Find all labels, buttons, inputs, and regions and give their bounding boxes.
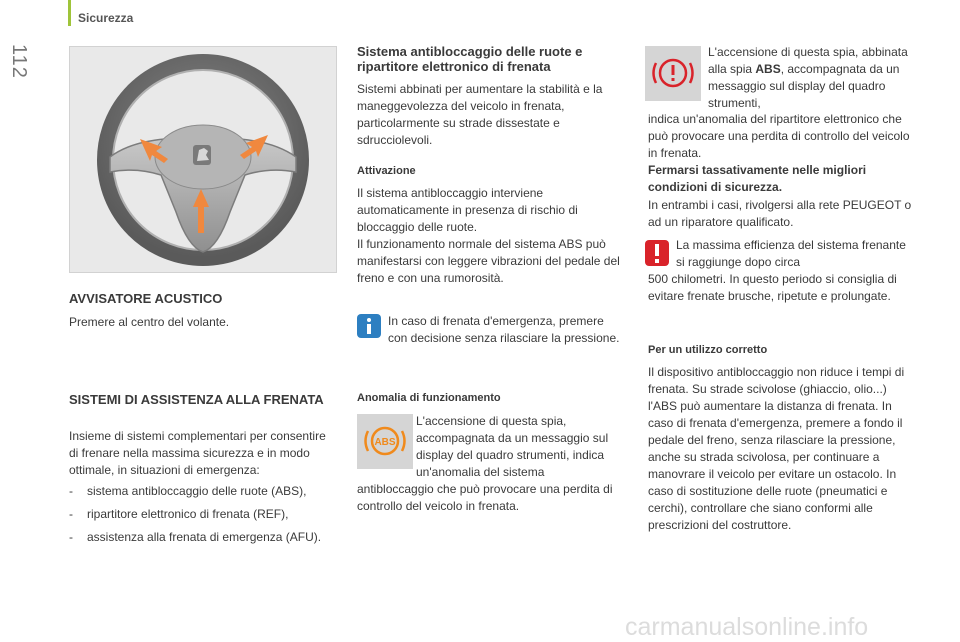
- abs-section-heading: Sistema antibloccaggio delle ruote e ripartitore elettronico di frenata: [357, 44, 583, 74]
- activation-subheading: Attivazione: [357, 165, 416, 177]
- caution-text-continued: 500 chilometri. In questo periodo si consiglia di evitare frenate brusche, ripetute e prolungate.: [648, 272, 897, 303]
- fault-text: L'accensione di questa spia, accompagnata da un messaggio sul display del quadro strumenti, indica un'anomalia del sistema: [416, 414, 609, 479]
- info-icon: [357, 314, 381, 338]
- abs-icon-label: ABS: [374, 437, 396, 448]
- caution-text: La massima efficienza del sistema frenante si raggiunge dopo circa: [676, 238, 906, 269]
- emergency-braking-note: In caso di frenata d'emergenza, premere con decisione senza rilasciare la pressione.: [388, 314, 620, 345]
- abs-intro-text: Sistemi abbinati per aumentare la stabilità e la maneggevolezza del veicolo in frenata, particolarmente su strade dissestate e sdrucciolevoli.: [357, 82, 603, 147]
- usage-text: Il dispositivo antibloccaggio non riduce i tempi di frenata. Su strade scivolose (ghiaccio, olio...) l'ABS può aumentare la distanza di frenata. In caso di frenata d'emergenza, premere a fondo il pedale del freno, senza rilasciare la pressione, anche su strada scivolosa, per continuare a manovrare il veicolo per evitare un ostacolo. In caso di sostituzione delle ruote (pneumatici e cerchi), controllare che siano conformi alle prescrizioni del costruttore.: [648, 365, 905, 532]
- stop-safely-text: Fermarsi tassativamente nelle migliori condizioni di sicurezza.: [648, 163, 867, 194]
- section-title: Sicurezza: [78, 11, 134, 25]
- activation-text-2: Il funzionamento normale del sistema ABS può manifestarsi con leggere vibrazioni del pedale del freno e con una rumorosità.: [357, 237, 620, 285]
- braking-assist-intro: Insieme di sistemi complementari per consentire di frenare nella massima sicurezza e in modo ottimale, in situazioni di emergenza:: [69, 429, 326, 477]
- ref-warning-text: L'accensione di questa spia, abbinata alla spia ABS, accompagnata da un messaggio sul display del quadro strumenti,: [708, 45, 908, 110]
- activation-text: Il sistema antibloccaggio interviene automaticamente in presenza di rischio di bloccaggio delle ruote.: [357, 186, 578, 234]
- braking-assist-list: [69, 483, 337, 546]
- abs-warning-lamp-icon: [357, 414, 413, 469]
- usage-subheading: Per un utilizzo corretto: [648, 344, 768, 356]
- ref-warning-text-continued: indica un'anomalia del ripartitore elettronico che può provocare una perdita di controllo del veicolo in frenata.: [648, 112, 910, 160]
- horn-text: Premere al centro del volante.: [69, 315, 230, 329]
- fault-text-continued: antibloccaggio che può provocare una perdita di controllo del veicolo in frenata.: [357, 482, 613, 513]
- watermark: carmanualsonline.info: [625, 613, 869, 641]
- braking-assist-heading: SISTEMI DI ASSISTENZA ALLA FRENATA: [69, 392, 324, 407]
- peugeot-lion-logo-icon: [193, 145, 211, 165]
- fault-subheading: Anomalia di funzionamento: [357, 392, 501, 404]
- horn-heading: AVVISATORE ACUSTICO: [69, 291, 223, 306]
- list-item: - ripartitore elettronico di frenata (REF),: [69, 506, 337, 523]
- caution-icon: [645, 240, 669, 266]
- list-item: - sistema antibloccaggio delle ruote (ABS),: [69, 483, 337, 500]
- page-number: 112: [8, 44, 30, 79]
- list-item: - assistenza alla frenata di emergenza (AFU).: [69, 529, 337, 546]
- steering-wheel-illustration: [69, 46, 337, 273]
- section-accent-bar: [68, 0, 71, 26]
- brake-warning-lamp-icon: [645, 46, 701, 101]
- contact-dealer-text: In entrambi i casi, rivolgersi alla rete PEUGEOT o ad un riparatore qualificato.: [648, 198, 912, 229]
